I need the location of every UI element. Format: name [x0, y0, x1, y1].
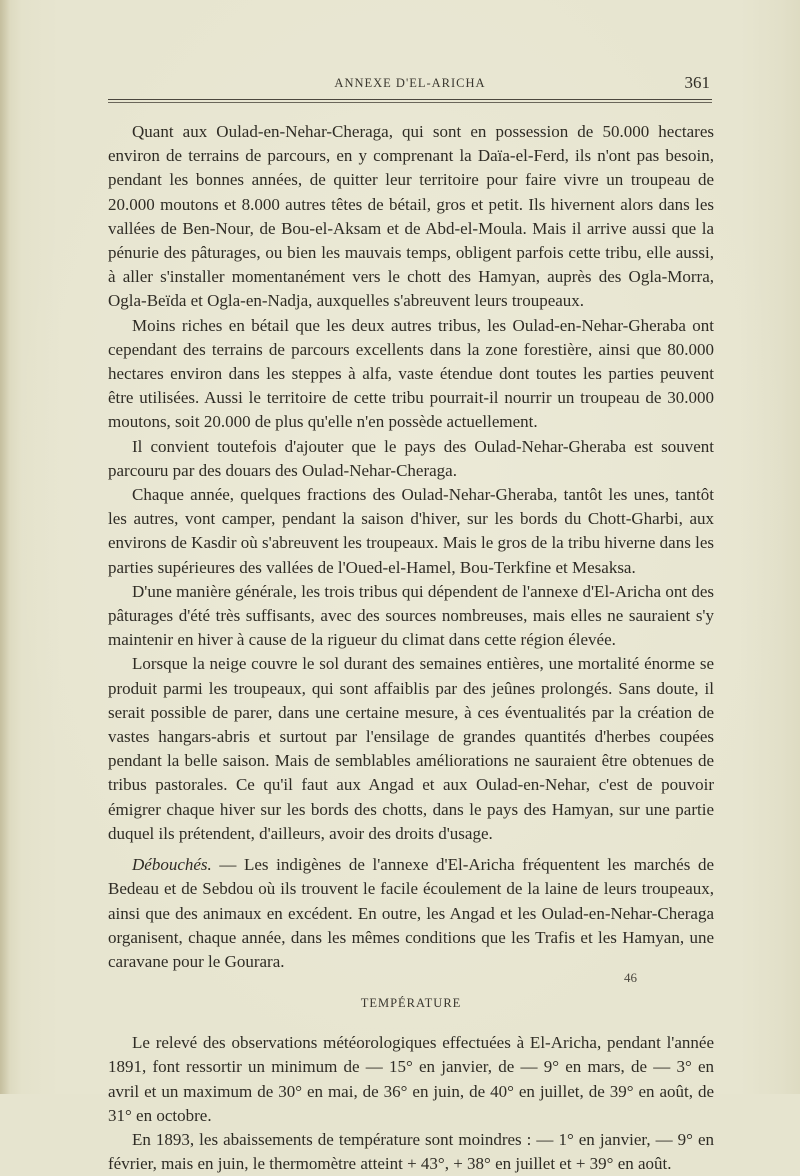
paragraph-paturages: D'une manière générale, les trois tribus qui dépendent de l'annexe d'El-Aricha ont des pâturages d'été très suffisants, avec des sources nombreuses, mais elles ne sauraient s'y maintenir en hiver à cause de la rigueur du climat dans cette région élevée. [108, 581, 714, 650]
paragraph-parcours: Il convient toutefois d'ajouter que le pays des Oulad-Nehar-Gheraba est souvent parcouru par des douars des Oulad-Nehar-Cheraga. [108, 436, 714, 480]
paragraph-debouches [108, 853, 714, 974]
header-rule-secondary [108, 102, 712, 103]
running-head: ANNEXE D'EL-ARICHA [334, 76, 486, 90]
binding-shadow [0, 0, 10, 1094]
paragraph-cheraga: Quant aux Oulad-en-Nehar-Cheraga, qui sont en possession de 50.000 hectares environ de terrains de parcours, en y comprenant la Daïa-el-Ferd, ils n'ont pas besoin, pendant les bonnes années, de quitter leur territoire pour faire vivre un troupeau de 20.000 moutons et 8.000 autres têtes de bétail, gros et petit. Ils hivernent alors dans les vallées de Ben-Nour, de Bou-el-Aksam et de Abd-el-Moula. Mais il arrive aussi que la pénurie des pâturages, ou bien les mauvais temps, obligent parfois cette tribu, elle aussi, à aller s'installer momentanément vers le chott des Hamyan, auprès des Ogla-Morra, Ogla-Beïda et Ogla-en-Nadja, auxquelles s'abreuvent leurs troupeaux. [108, 122, 714, 311]
debouches-text: — Les indigènes de l'annexe d'El-Aricha fréquentent les marchés de Bedeau et de Sebdou où ils trouvent le facile écoulement de la laine de leurs troupeaux, ainsi que des animaux en excédent. En outre, les Angad et les Oulad-en-Nehar-Cheraga organisent, chaque année, dans les mêmes conditions que les Trafis et les Hamyan, une caravane pour le Gourara. [108, 855, 714, 971]
paragraph-releve-1891: Le relevé des observations météorologiques effectuées à El-Aricha, pendant l'année 1891, font ressortir un minimum de — 15° en janvier, de — 9° en mars, de — 3° en avril et un maximum de 30° en mai, de 36° en juin, de 40° en juillet, de 39° en août, de 31° en octobre. [108, 1033, 714, 1125]
body-text [108, 120, 714, 1176]
debouches-lead: Débouchés. [132, 855, 212, 875]
paragraph-neige: Lorsque la neige couvre le sol durant des semaines entières, une mortalité énorme se produit parmi les troupeaux, qui sont affaiblis par des jeûnes prolongés. Sans doute, il serait possible de parer, dans une certaine mesure, à ces éventualités par la création de vastes hangars-abris et surtout par l'ensilage de grandes quantités d'herbes coupées pendant la belle saison. Mais de semblables améliorations ne sauraient être obtenues de tribus pastorales. Ce qu'il faut aux Angad et aux Oulad-en-Nehar, c'est de pouvoir émigrer chaque hiver sur les bords des chotts, dans le pays des Hamyan, sur une partie duquel ils prétendent, d'ailleurs, avoir des droits d'usage. [108, 654, 714, 843]
paragraph-releve-1893: En 1893, les abaissements de température sont moindres : — 1° en janvier, — 9° en février, mais en juin, le thermomètre atteint + 43°, + 38° en juillet et + 39° en août. [108, 1129, 714, 1174]
section-heading-temperature: TEMPÉRATURE [360, 996, 462, 1011]
signature-mark: 46 [624, 970, 637, 985]
page-header [108, 73, 712, 96]
paragraph-hivernage: Chaque année, quelques fractions des Oulad-Nehar-Gheraba, tantôt les unes, tantôt les autres, vont camper, pendant la saison d'hiver, sur les bords du Chott-Gharbi, aux environs de Kasdir où s'abreuvent les troupeaux. Mais le gros de la tribu hiverne dans les parties supérieures des vallées de l'Oued-el-Hamel, Bou-Terkfine et Mesaksa. [108, 485, 714, 577]
page-number: 361 [684, 73, 710, 92]
header-rule [108, 99, 712, 100]
paragraph-gheraba: Moins riches en bétail que les deux autres tribus, les Oulad-en-Nehar-Gheraba ont cependant des terrains de parcours excellents dans la zone forestière, ainsi que 80.000 hectares environ dans les steppes à alfa, vaste étendue dont toutes les parties peuvent être utilisées. Aussi le territoire de cette tribu pourrait-il nourrir un troupeau de 30.000 moutons, soit 20.000 de plus qu'elle n'en possède actuellement. [108, 315, 714, 432]
